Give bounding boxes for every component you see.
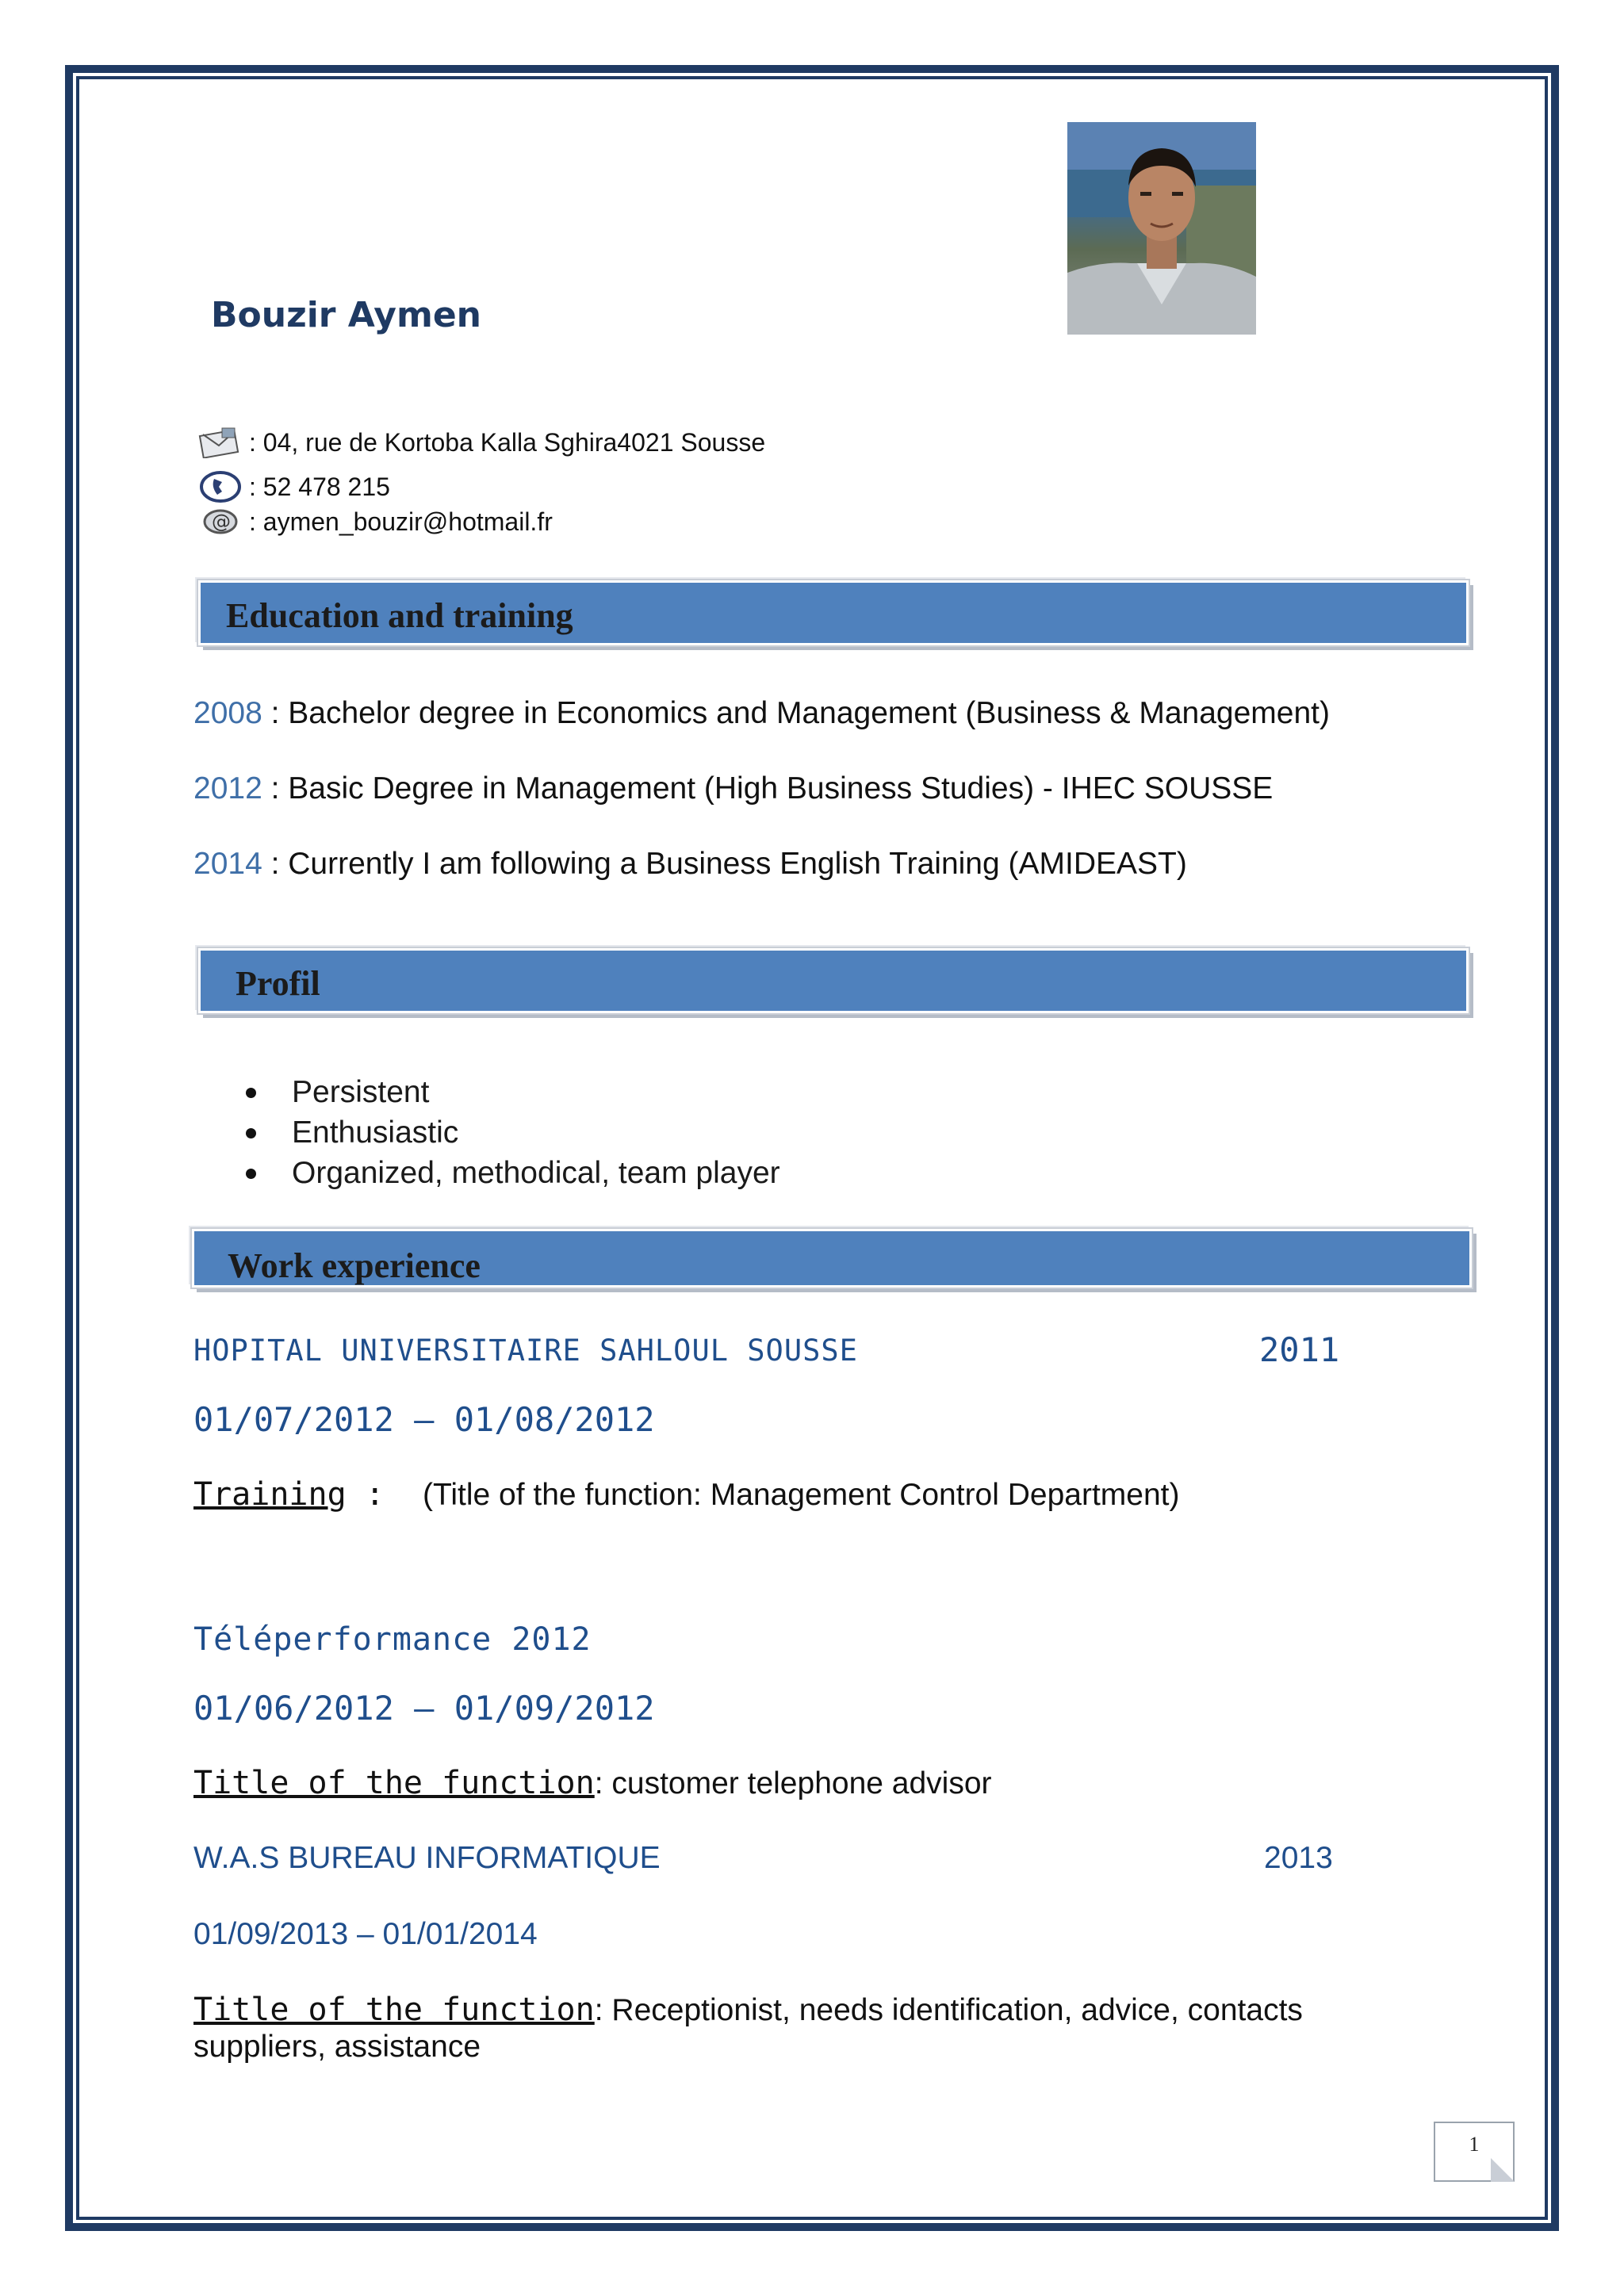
- education-year: 2008: [193, 696, 262, 730]
- job-function-separator: :: [346, 1476, 423, 1513]
- bullet-icon: [246, 1088, 256, 1098]
- section-title: Work experience: [228, 1246, 481, 1285]
- job-company: HOPITAL UNIVERSITAIRE SAHLOUL SOUSSE: [193, 1334, 858, 1368]
- education-text: : Bachelor degree in Economics and Management (Business & Management): [262, 696, 1330, 730]
- at-icon: [198, 504, 243, 539]
- address-row: [198, 425, 765, 460]
- education-text: : Currently I am following a Business English Training (AMIDEAST): [262, 847, 1187, 881]
- job-function-text: : customer telephone advisor: [594, 1766, 992, 1800]
- education-text: : Basic Degree in Management (High Business Studies) - IHEC SOUSSE: [262, 771, 1274, 806]
- candidate-name: Bouzir Aymen: [211, 295, 481, 335]
- mail-icon: [198, 425, 243, 460]
- job-function: [193, 1476, 1180, 1513]
- section-title: Profil: [236, 964, 320, 1003]
- phone-icon: [198, 469, 243, 504]
- svg-text:@: @: [212, 511, 231, 533]
- list-item: [238, 1153, 780, 1193]
- list-item: [238, 1072, 780, 1112]
- profile-item: Persistent: [292, 1075, 430, 1109]
- bullet-icon: [246, 1169, 256, 1179]
- job-company: W.A.S BUREAU INFORMATIQUE: [193, 1841, 661, 1875]
- job-company: Téléperformance 2012: [193, 1621, 592, 1658]
- section-title: Education and training: [226, 596, 573, 635]
- email-row: [198, 504, 553, 539]
- section-header-work: [192, 1229, 1472, 1288]
- email-text: : aymen_bouzir@hotmail.fr: [249, 507, 553, 536]
- education-year: 2012: [193, 771, 262, 806]
- page-number: 1: [1469, 2133, 1480, 2156]
- education-year: 2014: [193, 847, 262, 881]
- job-function-label: Training: [193, 1476, 347, 1513]
- section-header-education: [198, 580, 1469, 645]
- address-text: : 04, rue de Kortoba Kalla Sghira4021 Sousse: [249, 427, 766, 457]
- job-dates: 01/09/2013 – 01/01/2014: [193, 1917, 538, 1951]
- job-function-text: : Receptionist, needs identification, advice, contacts: [594, 1993, 1303, 2027]
- section-header-profile: [198, 948, 1469, 1013]
- profile-item: Enthusiastic: [292, 1115, 459, 1150]
- profile-photo: [1067, 122, 1256, 335]
- phone-row: [198, 469, 390, 504]
- job-function-label: Title of the function: [193, 1992, 595, 2028]
- job-function: [193, 1992, 1303, 2028]
- profile-list: [238, 1072, 780, 1193]
- bullet-icon: [246, 1128, 256, 1138]
- page-curl-icon: [1491, 2158, 1515, 2182]
- page-number-box: [1434, 2122, 1515, 2182]
- list-item: [238, 1112, 780, 1153]
- education-item: [193, 847, 1187, 882]
- job-dates: 01/06/2012 – 01/09/2012: [193, 1689, 655, 1728]
- job-function-continued: suppliers, assistance: [193, 2030, 481, 2064]
- job-year: 2013: [1264, 1841, 1333, 1875]
- job-dates: 01/07/2012 – 01/08/2012: [193, 1400, 655, 1439]
- profile-item: Organized, methodical, team player: [292, 1156, 780, 1190]
- job-function-label: Title of the function: [193, 1765, 595, 1801]
- job-function-text: (Title of the function: Management Control Department): [422, 1478, 1180, 1512]
- education-item: [193, 696, 1330, 731]
- phone-text: : 52 478 215: [249, 472, 390, 501]
- job-function: [193, 1765, 992, 1801]
- job-year: 2011: [1259, 1330, 1340, 1369]
- education-item: [193, 771, 1273, 806]
